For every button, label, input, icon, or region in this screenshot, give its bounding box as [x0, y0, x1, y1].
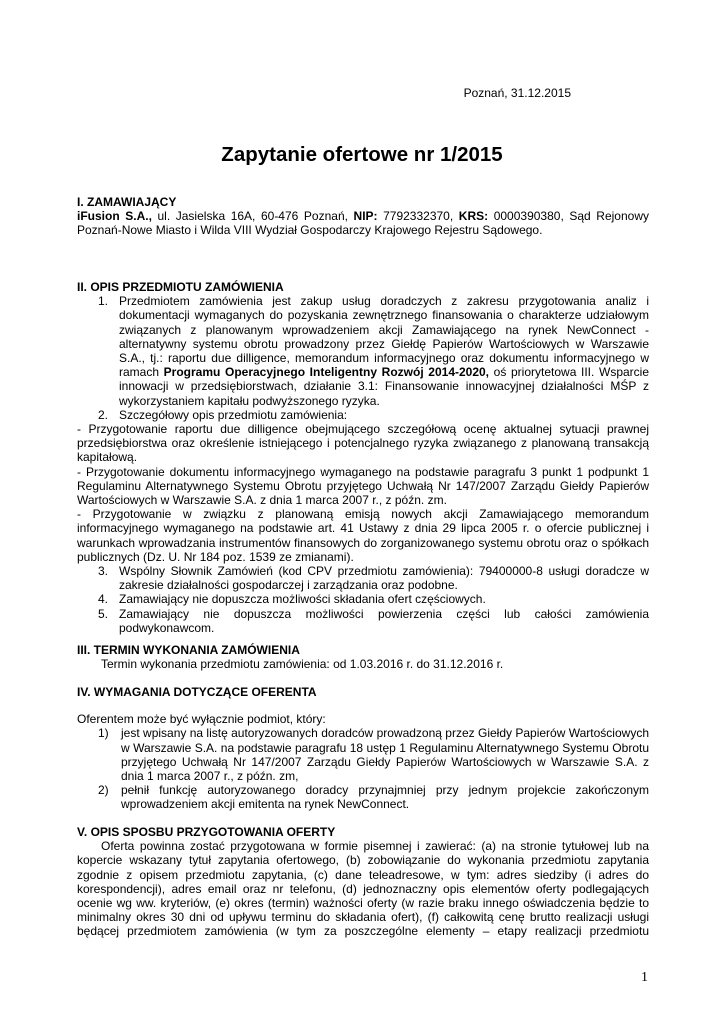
document-date: Poznań, 31.12.2015 [463, 86, 571, 100]
section-termin [77, 643, 649, 671]
court-info: Sąd Rejonowy Poznań-Nowe Miasto i Wilda VIII Wydział Gospodarczy Krajowego Rejestru Sądowego. [77, 209, 649, 238]
list-item [77, 294, 649, 408]
list-number: 2. [98, 407, 109, 422]
nip-value: 7792332370, [377, 209, 459, 224]
list-number: 5. [98, 606, 109, 621]
list-text: oś priorytetowa III. Wsparcie innowacji w przedsiębiorstwach, działanie 3.1: Finansowanie innowacyjnej działalności MŚP z wykorzystaniem kapitału podwyższonego ryzyka. [119, 365, 650, 408]
section-wymagania [77, 685, 649, 812]
list-item [77, 783, 649, 811]
list-text: pełnił funkcję autoryzowanego doradcy przynajmniej przy jednym projekcie zakończonym wprowadzeniem akcji emitenta na rynek NewConnect. [121, 783, 649, 812]
program-name: Programu Operacyjnego Inteligentny Rozwój 2014-2020, [163, 365, 490, 380]
list-item [77, 607, 649, 635]
list-text: Zamawiający nie dopuszcza możliwości powierzenia części lub całości zamówienia podwykonawcom. [119, 606, 649, 635]
company-name: iFusion S.A., [77, 209, 152, 224]
list-item [77, 564, 649, 592]
section-heading: III. TERMIN WYKONANIA ZAMÓWIENIA [77, 643, 300, 657]
section-heading: II. OPIS PRZEDMIOTU ZAMÓWIENIA [77, 280, 284, 294]
dash-item: - Przygotowanie w związku z planowaną emisją nowych akcji Zamawiającego memorandum informacyjnego wymaganego na podstawie art. 41 Ustawy z dnia 29 lipca 2005 r. o ofercie publicznej i warunkach wprowadzania instrumentów finansowych do zorganizowanego systemu obrotu oraz o spółkach publicznych (Dz. U. Nr 184 poz. 1539 ze zmianami). [77, 507, 649, 564]
section-heading: IV. WYMAGANIA DOTYCZĄCE OFERENTA [77, 685, 317, 699]
list-item [77, 408, 649, 422]
section-opis-przedmiotu [77, 280, 649, 635]
document-title: Zapytanie ofertowe nr 1/2015 [221, 143, 503, 166]
section-zamawiajacy [77, 195, 649, 238]
list-text: Zamawiający nie dopuszcza możliwości składania ofert częściowych. [119, 592, 486, 607]
list-number: 2) [98, 783, 109, 798]
list-number: 1. [98, 294, 109, 309]
list-text: jest wpisany na listę autoryzowanych doradców prowadzoną przez Giełdy Papierów Wartościowych w Warszawie S.A. na podstawie paragrafu 18 ustęp 1 Regulaminu Alternatywnego Systemu Obrotu przyjętego Uchwałą Nr 147/2007 Zarządu Giełdy Papierów Wartościowych w Warszawie S.A. z dnia 1 marca 2007 r., z późn. zm, [121, 726, 649, 784]
dash-item: - Przygotowanie dokumentu informacyjnego wymaganego na podstawie paragrafu 3 punkt 1 podpunkt 1 Regulaminu Alternatywnego Systemu Obrotu przyjętego Uchwałą Nr 147/2007 Zarządu Giełdy Papierów Wartościowych w Warszawie S.A. z dnia 1 marca 2007 r., z późn. zm. [77, 464, 649, 508]
list-text: Przedmiotem zamówienia jest zakup usług doradczych z zakresu przygotowania analiz i dokumentacji wymaganych do pozyskania zewnętrznego finansowania o charakterze udziałowym związanych z planowanym wprowadzeniem akcji Zamawiającego na rynek NewConnect - alternatywny systemu obrotu prowadzony przez Giełdę Papierów Wartościowych w Warszawie S.A., tj.: raportu due dilligence, memorandum informacyjnego oraz dokumentu informacyjnego w ramach [119, 294, 649, 380]
section-heading: V. OPIS SPOSBU PRZYGOTOWANIA OFERTY [77, 825, 336, 839]
list-item [77, 726, 649, 783]
krs-value: 0000390380, [488, 209, 564, 224]
nip-label: NIP: [353, 209, 378, 224]
list-text: Wspólny Słownik Zamówień (kod CPV przedmiotu zamówienia): 79400000-8 usługi doradcze w zakresie działalności gospodarczej i zarządzania oraz podobne. [119, 564, 649, 593]
page-number: 1 [641, 969, 648, 985]
section-heading: I. ZAMAWIAJĄCY [77, 195, 177, 209]
section-body [77, 209, 649, 237]
list-item [77, 592, 649, 606]
list-number: 1) [98, 726, 109, 741]
section-body: Oferta powinna zostać przygotowana w formie pisemnej i zawierać: (a) na stronie tytułowej lub na kopercie wskazany tytuł zapytania ofertowego, (b) zobowiązanie do wykonania przedmiotu zapytania zgodnie z opisem przedmiotu zapytania, (c) dane teleadresowe, w tym: adres siedziby (i adres do korespondencji), adres email oraz nr telefonu, (d) jednoznaczny opis elementów oferty podlegających ocenie wg ww. kryteriów, (e) okres (termin) ważności oferty (w razie braku innego oświadczenia będzie to minimalny okres 30 dni od upływu terminu do składania ofert), (f) całkowitą cenę brutto realizacji usługi będącej przedmiotem zamówienia (w tym za poszczególne elementy – etapy realizacji przedmiotu [77, 839, 649, 939]
section-intro: Oferentem może być wyłącznie podmiot, który: [77, 712, 326, 727]
section-body: Termin wykonania przedmiotu zamówienia: od 1.03.2016 r. do 31.12.2016 r. [101, 657, 504, 672]
list-number: 4. [98, 592, 109, 607]
list-text: Szczegółowy opis przedmiotu zamówienia: [119, 407, 348, 422]
krs-label: KRS: [458, 209, 489, 224]
company-address: ul. Jasielska 16A, 60-476 Poznań, [151, 209, 354, 224]
dash-item: - Przygotowanie raportu due dilligence obejmującego szczegółową ocenę aktualnej sytuacji prawnej przedsiębiorstwa oraz określenie istniejącego i potencjalnego ryzyka związanego z planowaną transakcją kapitałową. [77, 422, 649, 465]
list-number: 3. [98, 564, 109, 579]
section-opis-oferty [77, 825, 649, 939]
